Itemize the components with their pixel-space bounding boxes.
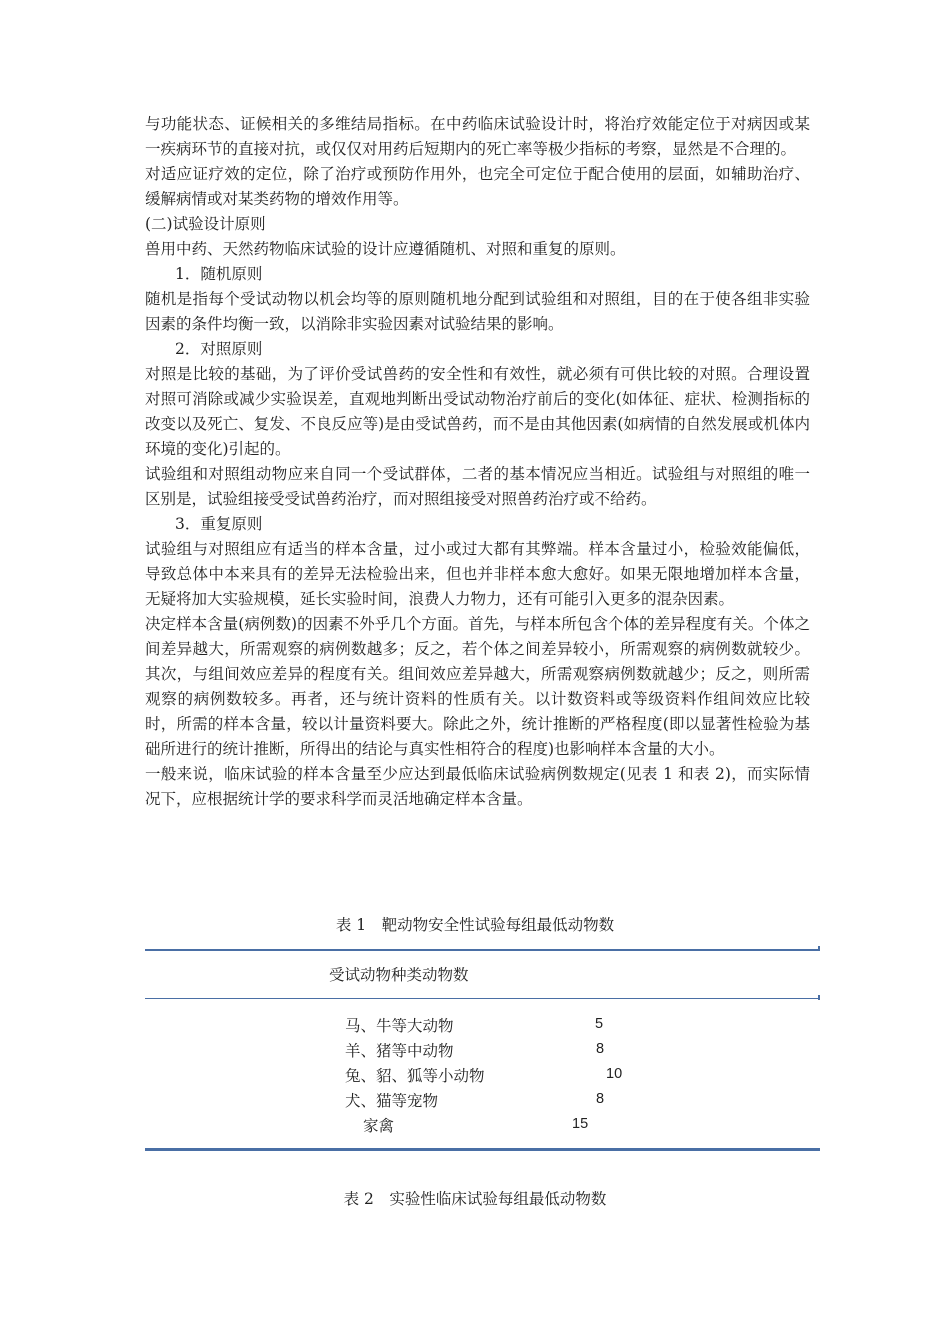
table1-row-name: 羊、猪等中动物 — [345, 1042, 454, 1060]
table1-row-name: 犬、猫等宠物 — [345, 1092, 439, 1110]
subheading-control: 2．对照原则 — [175, 340, 263, 358]
paragraph: 对照是比较的基础，为了评价受试兽药的安全性和有效性，就必须有可供比较的对照。合理设置对照可消除或减少实验误差，直观地判断出受试动物治疗前后的变化(如体征、症状、检测指标的改变以及死亡、复发、不良反应等)是由受试兽药，而不是由其他因素(如病情的自然发展或机体内环境的变化)引起的。 — [145, 365, 810, 458]
subheading-repeat: 3．重复原则 — [175, 515, 263, 533]
table1-row-value: 8 — [596, 1091, 605, 1107]
table1-row-value: 5 — [595, 1016, 604, 1032]
body-text — [145, 112, 810, 812]
table1-caption: 表 1 靶动物安全性试验每组最低动物数 — [335, 916, 615, 934]
table1-row-name: 家禽 — [363, 1117, 395, 1135]
paragraph: 试验组与对照组应有适当的样本含量，过小或过大都有其弊端。样本含量过小，检验效能偏低，导致总体中本来具有的差异无法检验出来，但也并非样本愈大愈好。如果无限地增加样本含量，无疑将加大实验规模，延长实验时间，浪费人力物力，还有可能引入更多的混杂因素。 — [145, 540, 810, 608]
table1-row-value: 10 — [606, 1066, 623, 1082]
table1-row-name: 马、牛等大动物 — [345, 1017, 454, 1035]
paragraph: 一般来说，临床试验的样本含量至少应达到最低临床试验病例数规定(见表 1 和表 2)，而实际情况下，应根据统计学的要求科学而灵活地确定样本含量。 — [145, 765, 810, 808]
paragraph: 兽用中药、天然药物临床试验的设计应遵循随机、对照和重复的原则。 — [145, 240, 626, 258]
rule-endcap — [818, 995, 820, 1000]
paragraph: 试验组和对照组动物应来自同一个受试群体，二者的基本情况应当相近。试验组与对照组的唯一区别是，试验组接受受试兽药治疗，而对照组接受对照兽药治疗或不给药。 — [145, 465, 810, 508]
paragraph: 随机是指每个受试动物以机会均等的原则随机地分配到试验组和对照组，目的在于使各组非实验因素的条件均衡一致，以消除非实验因素对试验结果的影响。 — [145, 290, 810, 333]
subheading-random: 1．随机原则 — [175, 265, 263, 283]
table1-bottom-rule — [145, 1148, 820, 1151]
table1-row-name: 兔、貂、狐等小动物 — [345, 1067, 485, 1085]
section-heading: (二)试验设计原则 — [145, 215, 266, 233]
table2-caption: 表 2 实验性临床试验每组最低动物数 — [343, 1190, 607, 1208]
table1-top-rule — [145, 949, 820, 951]
table1-row-value: 8 — [596, 1041, 605, 1057]
paragraph: 与功能状态、证候相关的多维结局指标。在中药临床试验设计时，将治疗效能定位于对病因或某一疾病环节的直接对抗，或仅仅对用药后短期内的死亡率等极少指标的考察，显然是不合理的。 — [145, 115, 810, 158]
table1-header-rule — [145, 998, 820, 999]
rule-endcap — [818, 946, 820, 951]
table1-row-value: 15 — [572, 1116, 589, 1132]
table1-header: 受试动物种类动物数 — [329, 966, 469, 984]
paragraph: 对适应证疗效的定位，除了治疗或预防作用外，也完全可定位于配合使用的层面，如辅助治疗、缓解病情或对某类药物的增效作用等。 — [145, 165, 810, 208]
paragraph: 决定样本含量(病例数)的因素不外乎几个方面。首先，与样本所包含个体的差异程度有关。个体之间差异越大，所需观察的病例数越多；反之，若个体之间差异较小，所需观察的病例数就较少。其次，与组间效应差异的程度有关。组间效应差异越大，所需观察病例数就越少；反之，则所需观察的病例数较多。再者，还与统计资料的性质有关。以计数资料或等级资料作组间效应比较时，所需的样本含量，较以计量资料要大。除此之外，统计推断的严格程度(即以显著性检验为基础所进行的统计推断，所得出的结论与真实性相符合的程度)也影响样本含量的大小。 — [145, 615, 810, 758]
